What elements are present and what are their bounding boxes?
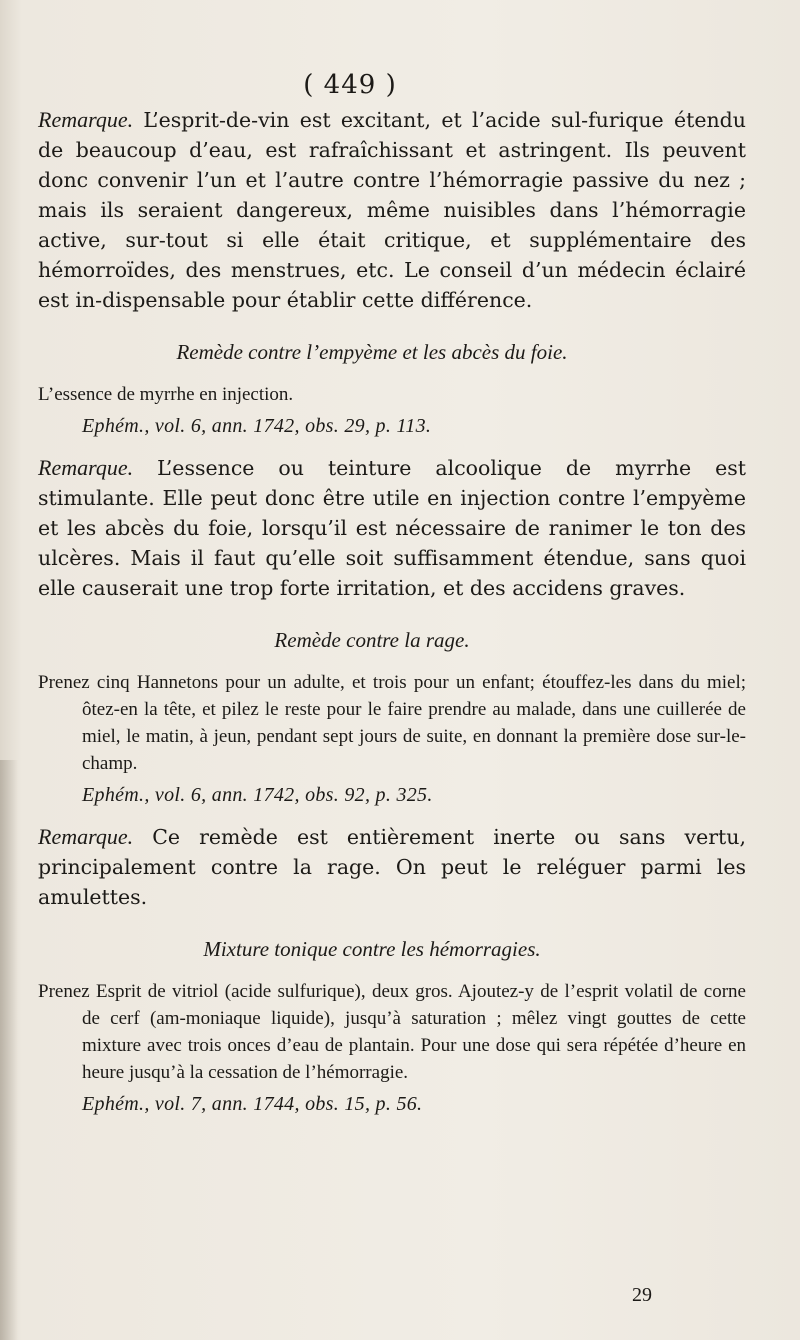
recipe-rage: Prenez cinq Hannetons pour un adulte, et trois pour un enfant; étouffez-les dans du miel; ôtez-en la tête, et pilez le reste pour le faire prendre au malade, dans une cuillerée de miel, le matin, à jeun, pendant sept jours de suite, en donnant la première dose sur-le-champ.: [38, 672, 746, 774]
remark-text: L’essence ou teinture alcoolique de myrrhe est stimulante. Elle peut donc être utile en injection contre l’empyème et les abcès du foie, lorsqu’il est nécessaire de ranimer le ton des ulcères. Mais il faut qu’elle soit suffisamment étendue, sans quoi elle causerait une trop forte irritation, et des accidens graves.: [38, 456, 746, 600]
page-content: [38, 105, 746, 1131]
remark-label: Remarque.: [38, 107, 134, 132]
remark-empyeme: [38, 453, 746, 603]
remark-rage: [38, 822, 746, 912]
recipe-hemorragies: Prenez Esprit de vitriol (acide sulfurique), deux gros. Ajoutez-y de l’esprit volatil de corne de cerf (am-moniaque liquide), jusqu’à saturation ; mêlez vingt gouttes de cette mixture avec trois onces d’eau de plantain. Pour une dose qui sera répétée d’heure en heure jusqu’à la cessation de l’hémorragie.: [38, 981, 746, 1083]
reference-empyeme: Ephém., vol. 6, ann. 1742, obs. 29, p. 113.: [82, 415, 432, 437]
reference-rage: Ephém., vol. 6, ann. 1742, obs. 92, p. 325.: [82, 784, 433, 806]
section-heading-empyeme: Remède contre l’empyème et les abcès du foie.: [176, 340, 568, 364]
remark-text: L’esprit-de-vin est excitant, et l’acide sul-furique étendu de beaucoup d’eau, est rafraîchissant et astringent. Ils peuvent donc convenir l’un et l’autre contre l’hémorragie passive du nez ; mais ils seraient dangereux, même nuisibles dans l’hémorragie active, sur-tout si elle était critique, et supplémentaire des hémorroïdes, des menstrues, etc. Le conseil d’un médecin éclairé est in-dispensable pour établir cette différence.: [38, 108, 746, 312]
remark-text: Ce remède est entièrement inerte ou sans vertu, principalement contre la rage. On peut le reléguer parmi les amulettes.: [38, 825, 746, 909]
signature-mark: 29: [632, 1284, 652, 1306]
section-heading-rage: Remède contre la rage.: [274, 628, 470, 652]
section-heading-hemorragies: Mixture tonique contre les hémorragies.: [203, 937, 541, 961]
remark-intro: [38, 105, 746, 315]
page-number: ( 449 ): [303, 70, 397, 100]
recipe-empyeme: L’essence de myrrhe en injection.: [38, 384, 294, 405]
remark-label: Remarque.: [38, 455, 134, 480]
binding-shadow: [0, 760, 18, 1340]
remark-label: Remarque.: [38, 824, 134, 849]
reference-hemorragies: Ephém., vol. 7, ann. 1744, obs. 15, p. 56.: [82, 1093, 423, 1115]
